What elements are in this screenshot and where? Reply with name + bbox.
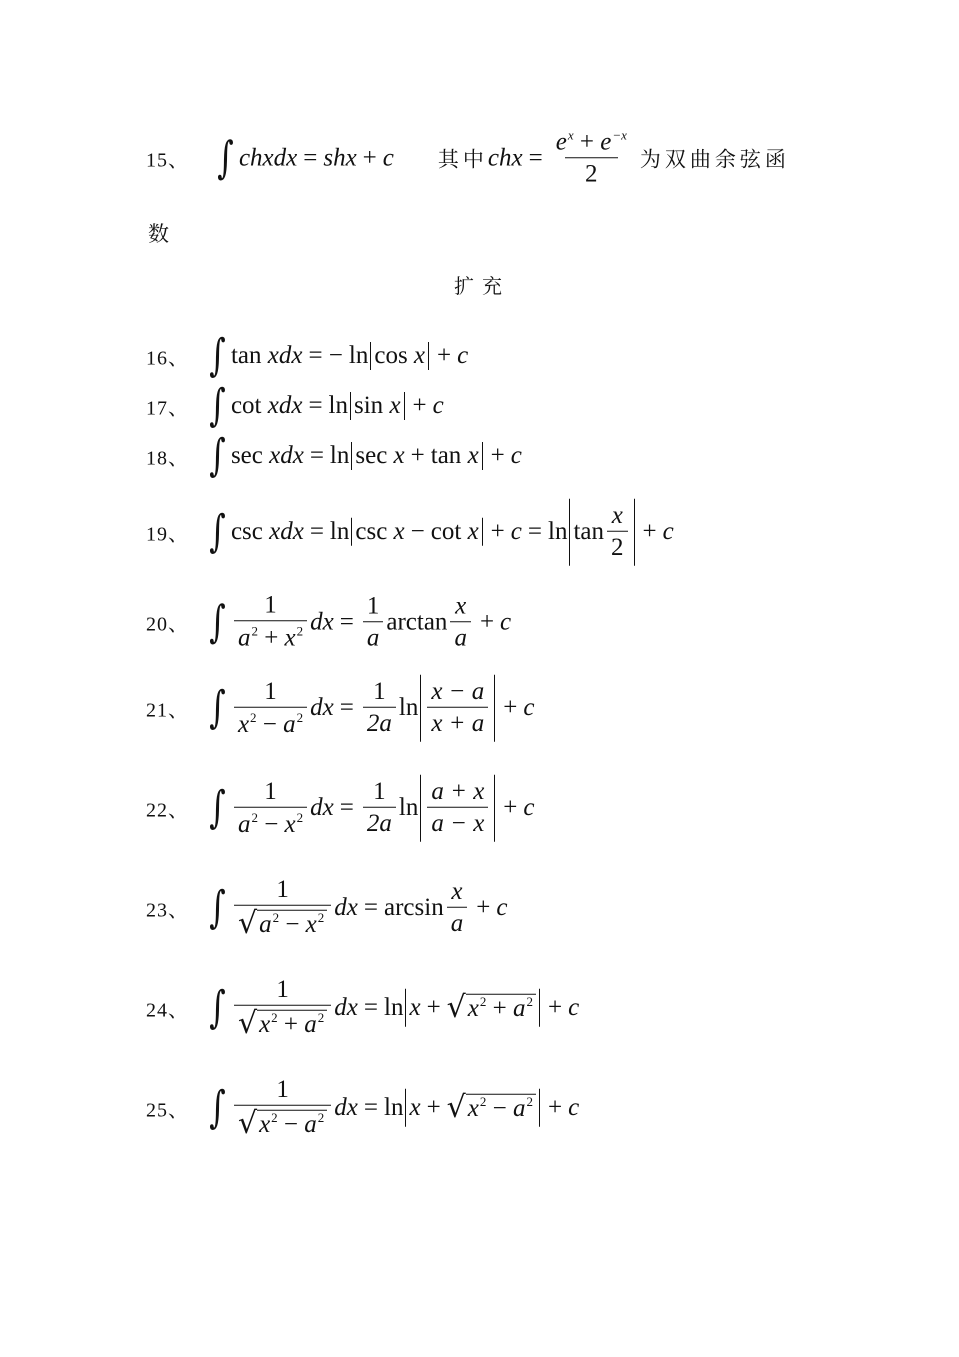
formula-19: ∫ csc xdx = ln csc x − cot x + c = ln tan x 2 + c [206, 499, 674, 566]
formula-15: ∫ chxdx = shx + c 其中 chx = $\frac{e^x + e^{-x}}{2}$ 为双曲余弦函 [217, 127, 790, 188]
formula-16: ∫ tan xdx = − ln cos x + c [209, 330, 469, 381]
integral-sign-icon: ∫ [217, 132, 234, 183]
formula-number: 19、 [146, 523, 189, 546]
formula-23: ∫ 1 √ $a^2 - x^2$ dx = arcsin x a + c [209, 875, 508, 941]
section-heading: 扩充 [454, 274, 510, 298]
integral-sign-icon: ∫ [209, 596, 226, 647]
integral-sign-icon: ∫ [209, 1082, 226, 1133]
integral-sign-icon: ∫ [209, 882, 226, 933]
integral-sign-icon: ∫ [209, 506, 226, 557]
formula-22: ∫ 1 $a^2 - x^2$ dx = $\frac{1}{2a}$ ln a + x a − x + c [206, 775, 535, 842]
formula-number: 18、 [146, 447, 189, 470]
formula-number: 16、 [146, 347, 189, 370]
integral-sign-icon: ∫ [209, 430, 226, 481]
formula-number: 20、 [146, 613, 189, 636]
formula-number: 25、 [146, 1099, 189, 1122]
note-prefix: 其中 [437, 147, 488, 171]
formula-17: ∫ cot xdx = ln sin x + c [209, 380, 444, 431]
formula-18: ∫ sec xdx = ln sec x + tan x + c [209, 430, 522, 481]
formula-number: 24、 [146, 999, 189, 1022]
sqrt-icon: √ [446, 990, 466, 1025]
integral-sign-icon: ∫ [209, 782, 226, 833]
note-continuation: 数 [148, 222, 169, 246]
formula-21: ∫ 1 $x^2 - a^2$ dx = $\frac{1}{2a}$ ln x − a x + a + c [206, 675, 535, 742]
sqrt-icon: √ [446, 1090, 466, 1125]
sqrt-icon: √ [237, 906, 258, 941]
sqrt-icon: √ [237, 1006, 258, 1041]
formula-number: 22、 [146, 799, 189, 822]
integral-sign-icon: ∫ [209, 380, 226, 431]
integral-sign-icon: ∫ [209, 982, 226, 1033]
integral-sign-icon: ∫ [209, 330, 226, 381]
integral-sign-icon: ∫ [209, 682, 226, 733]
formula-number: 23、 [146, 899, 189, 922]
formula-25: ∫ 1 √ $x^2 - a^2$ dx = ln x + √ $x^2 - a^2$ + c [209, 1075, 580, 1141]
note-suffix: 为双曲余弦函 [639, 147, 790, 171]
cosh-fraction: $\frac{e^x + e^{-x}}{2}$ [555, 127, 627, 188]
formula-24: ∫ 1 √ $x^2 + a^2$ dx = ln x + √ $x^2 + a^2$ + c [209, 975, 580, 1041]
formula-20: ∫ 1 $a^2 + x^2$ dx = $\frac{1}{a}$ arctan x a + c [209, 591, 512, 652]
formula-number: 15、 [146, 149, 189, 172]
sqrt-icon: √ [237, 1106, 258, 1141]
formula-number: 21、 [146, 699, 189, 722]
formula-number: 17、 [146, 397, 189, 420]
